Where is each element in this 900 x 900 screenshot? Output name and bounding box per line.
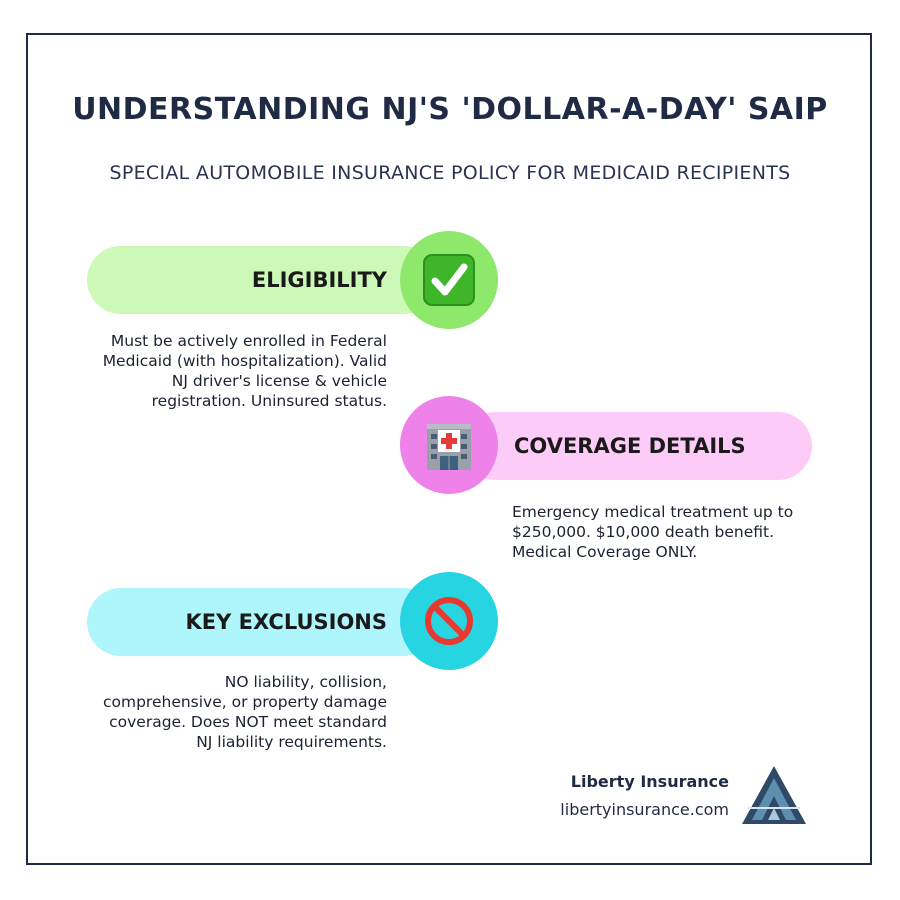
- eligibility-icon-badge: [400, 231, 498, 329]
- eligibility-description: Must be actively enrolled in Federal Medicaid (with hospitalization). Valid NJ driver's license & vehicle registration. Uninsured status.: [102, 332, 387, 410]
- page-title: UNDERSTANDING NJ'S 'DOLLAR-A-DAY' SAIP: [72, 92, 828, 127]
- coverage-description: Emergency medical treatment up to $250,000. $10,000 death benefit. Medical Coverage ONLY.: [512, 503, 794, 561]
- eligibility-banner: [87, 246, 437, 314]
- hospital-icon: [423, 418, 475, 472]
- exclusions-icon-badge: [400, 572, 498, 670]
- coverage-icon-badge: [400, 396, 498, 494]
- exclusions-heading: KEY EXCLUSIONS: [185, 610, 387, 634]
- exclusions-description: NO liability, collision, comprehensive, or property damage coverage. Does NOT meet standard NJ liability requirements.: [102, 673, 387, 751]
- triangle-logo-icon: [740, 764, 808, 826]
- brand-url: libertyinsurance.com: [560, 800, 729, 819]
- exclusions-banner: [87, 588, 437, 656]
- eligibility-heading: ELIGIBILITY: [251, 268, 387, 292]
- prohibited-icon: [424, 596, 474, 646]
- brand-name: Liberty Insurance: [570, 772, 729, 791]
- page-subtitle: SPECIAL AUTOMOBILE INSURANCE POLICY FOR MEDICAID RECIPIENTS: [109, 162, 791, 184]
- coverage-heading: COVERAGE DETAILS: [514, 434, 746, 458]
- coverage-banner: [462, 412, 812, 480]
- check-mark-icon: [422, 253, 476, 307]
